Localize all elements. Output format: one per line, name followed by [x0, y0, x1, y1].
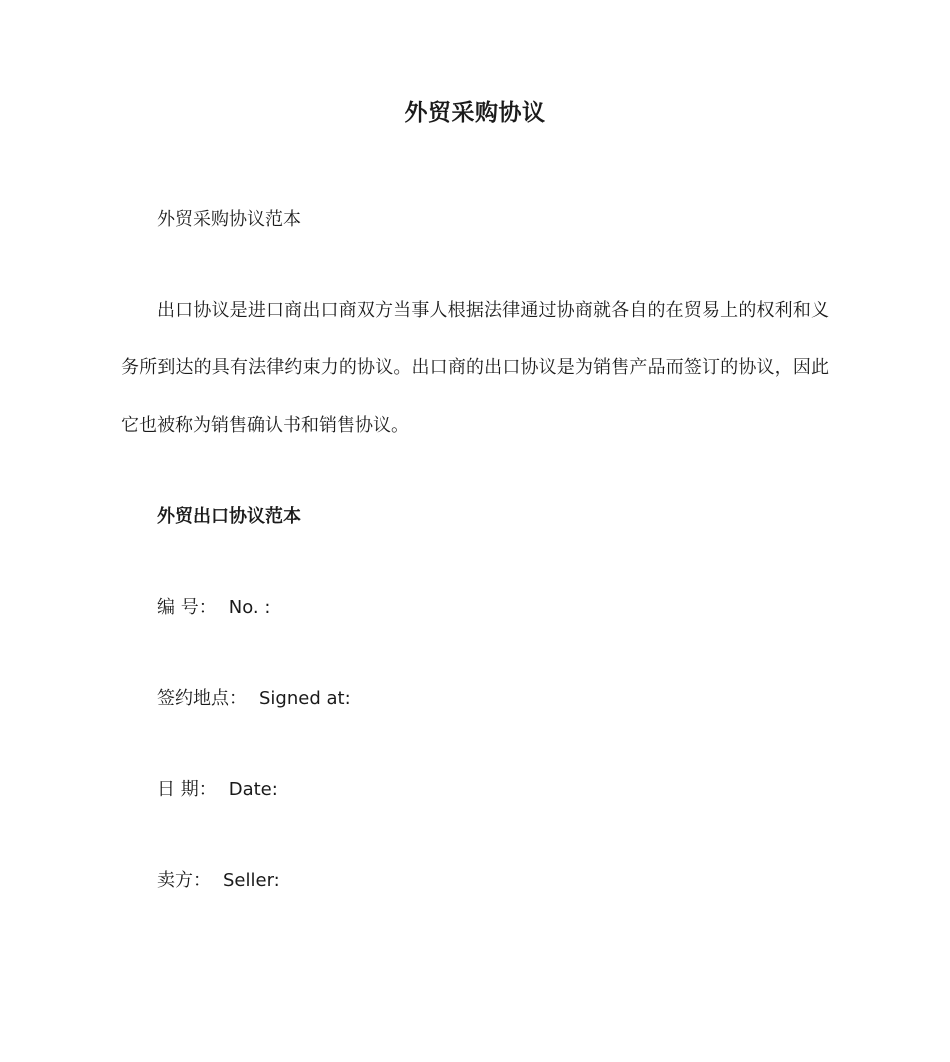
field-number-label: 编 号：: [157, 597, 217, 618]
intro-paragraph-line-3: 它也被称为销售确认书和销售协议。: [121, 415, 409, 436]
intro-paragraph-line-1: 出口协议是进口商出口商双方当事人根据法律通过协商就各自的在贸易上的权利和义: [157, 300, 829, 321]
field-date-en: Date:: [228, 779, 278, 800]
intro-paragraph-line-2: 务所到达的具有法律约束力的协议。出口商的出口协议是为销售产品而签订的协议，因此: [121, 357, 829, 378]
field-seller-en: Seller:: [223, 870, 280, 891]
field-seller-label: 卖方：: [157, 870, 211, 891]
section-heading: 外贸出口协议范本: [157, 506, 301, 527]
field-signed-at-label: 签约地点：: [157, 688, 247, 709]
document-title: 外贸采购协议: [404, 100, 546, 126]
field-date-label: 日 期：: [157, 779, 217, 800]
field-seller: [157, 868, 280, 894]
field-date: [157, 777, 278, 803]
field-number: [157, 595, 270, 621]
field-signed-at: [157, 686, 351, 712]
document-subtitle: 外贸采购协议范本: [157, 209, 301, 230]
field-number-en: No. :: [228, 597, 271, 618]
field-signed-at-en: Signed at:: [259, 688, 351, 709]
